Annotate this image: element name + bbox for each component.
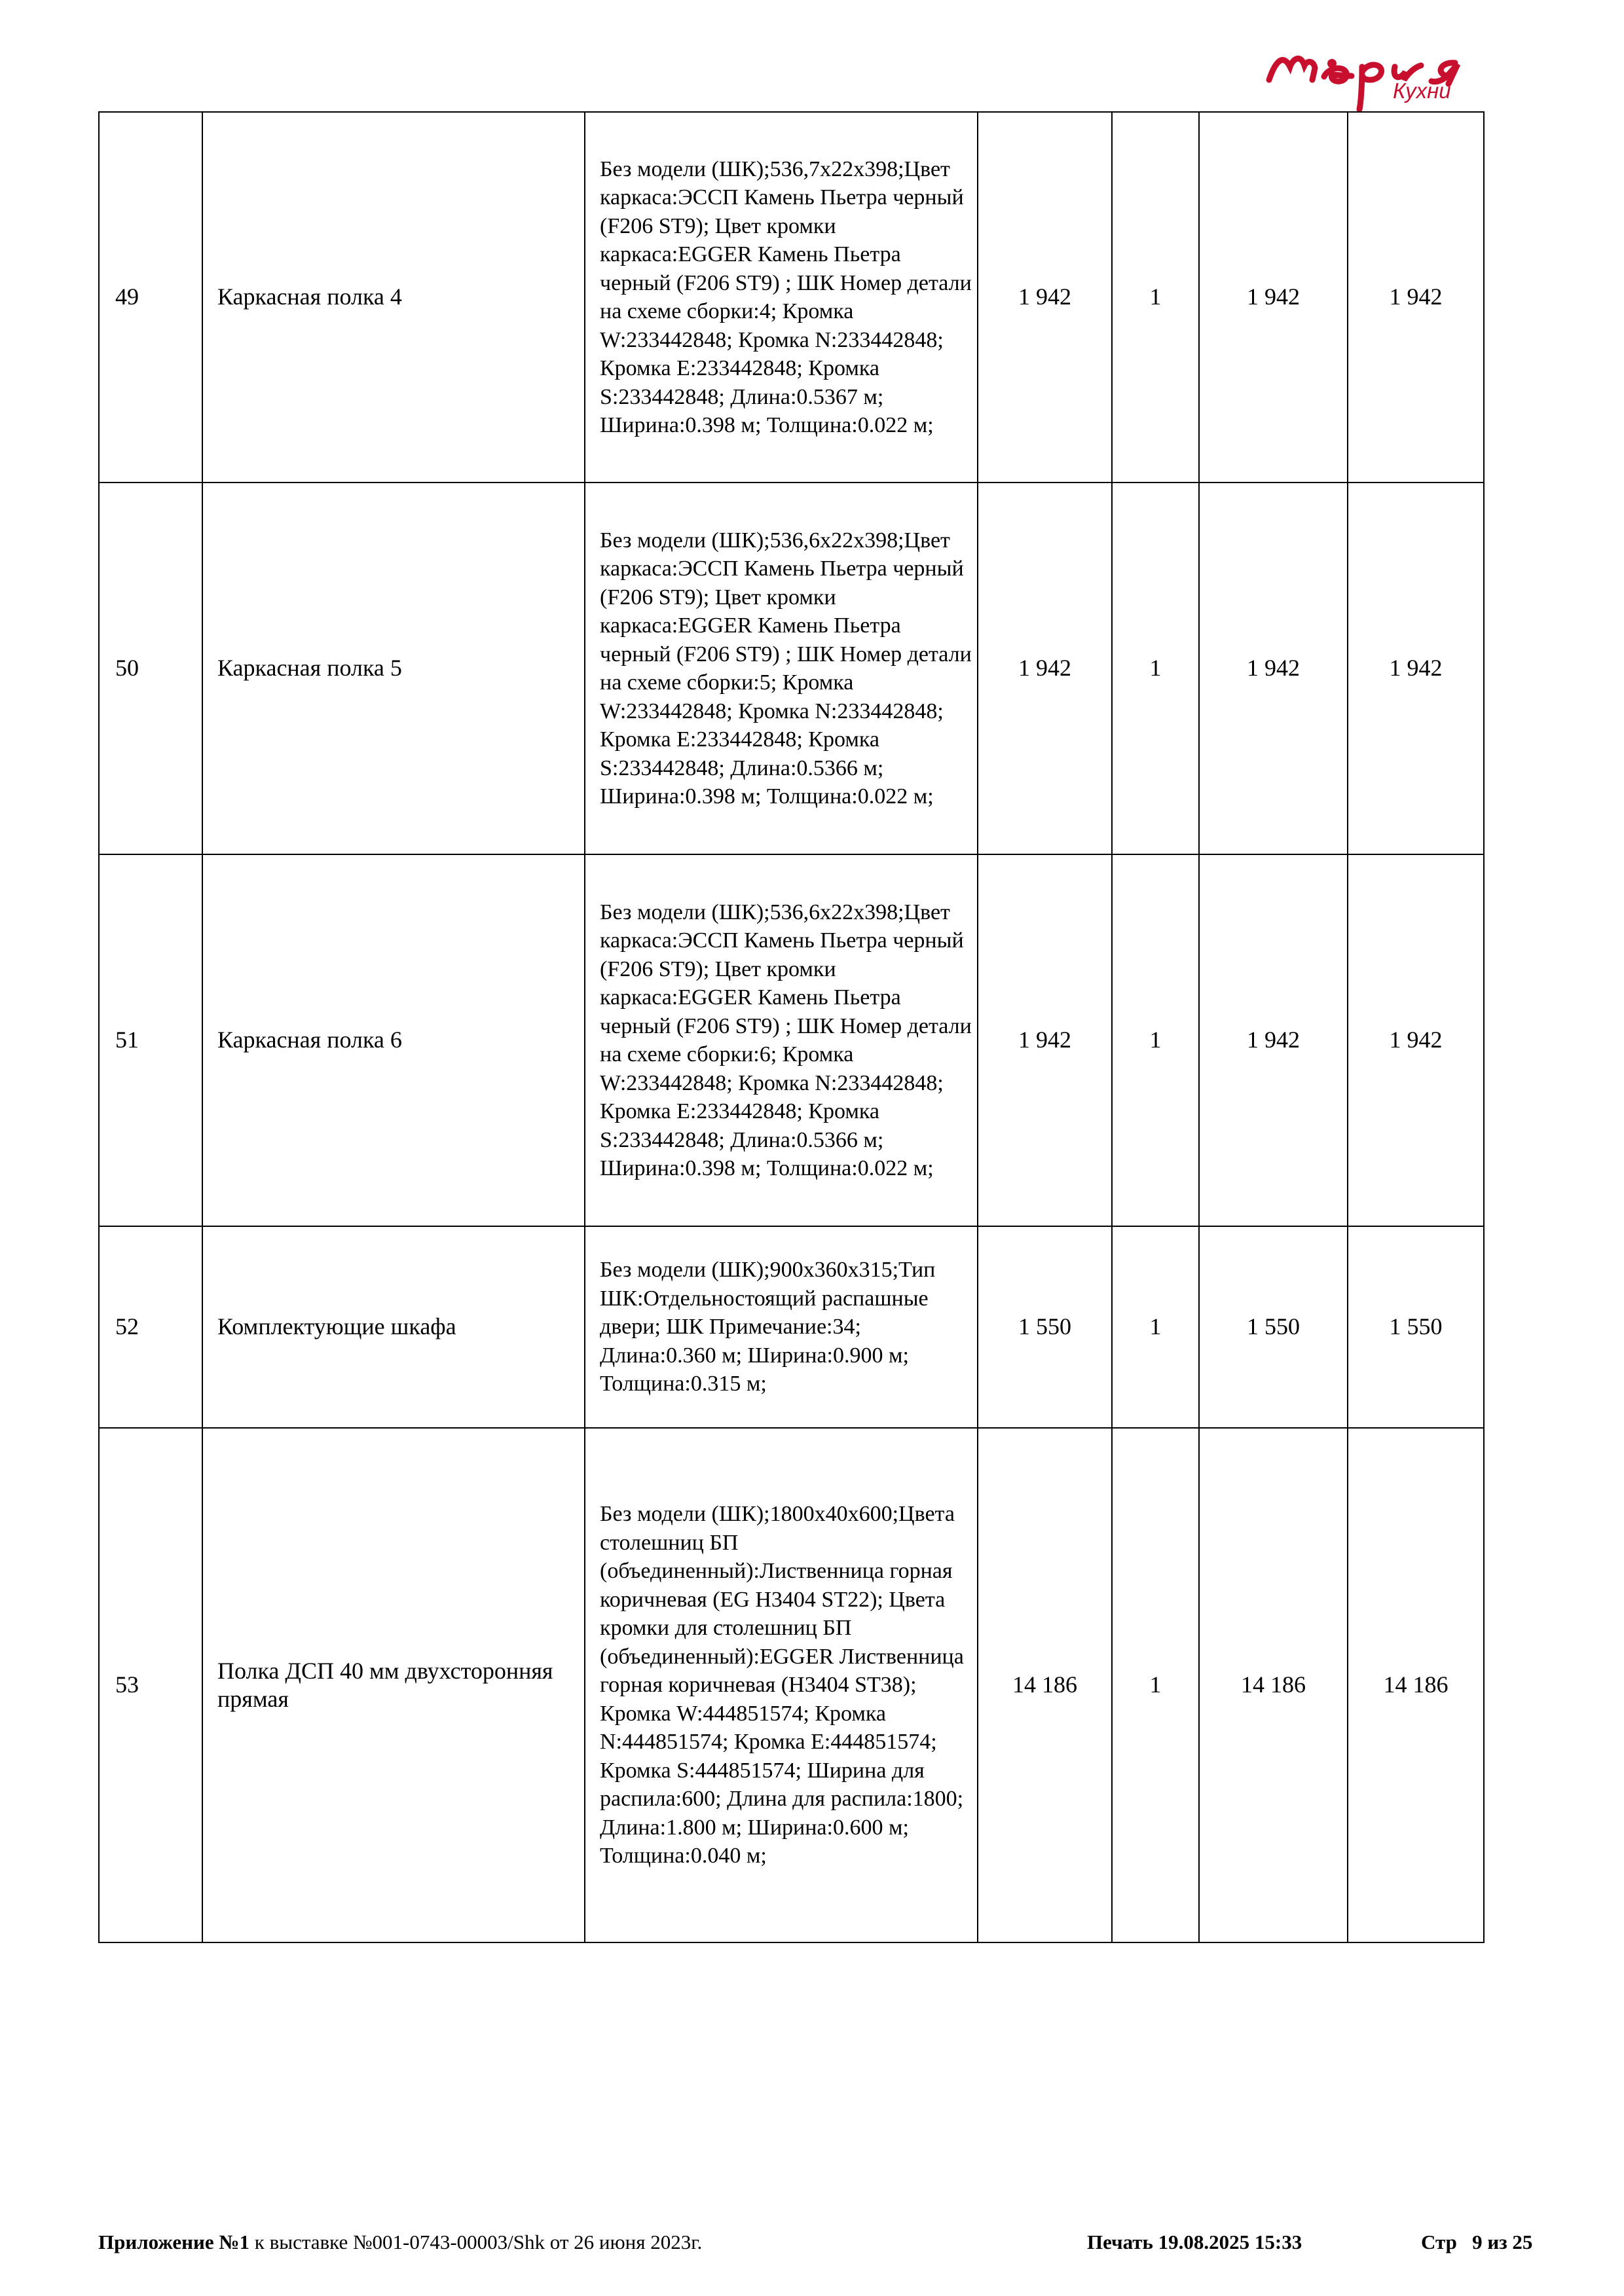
item-price: 14 186 — [978, 1428, 1112, 1942]
item-name: Полка ДСП 40 мм двухсторонняя прямая — [202, 1428, 585, 1942]
table-row — [99, 483, 1484, 854]
footer-page — [1421, 2231, 1532, 2254]
item-quantity: 1 — [1112, 483, 1199, 854]
row-index: 53 — [99, 1428, 202, 1942]
item-price: 1 550 — [978, 1226, 1112, 1428]
item-name: Каркасная полка 4 — [202, 112, 585, 483]
items-table — [98, 111, 1485, 1943]
row-index: 51 — [99, 854, 202, 1226]
page-number: 9 из 25 — [1472, 2231, 1533, 2253]
row-index: 50 — [99, 483, 202, 854]
item-total: 1 942 — [1348, 483, 1484, 854]
table-row — [99, 1428, 1484, 1942]
item-description: Без модели (ШК);536,6x22x398;Цвет каркаса:ЭССП Камень Пьетра черный (F206 ST9); Цвет кромки каркаса:EGGER Камень Пьетра черный (F206 ST9) ; ШК Номер детали на схеме сборки:5; Кромка W:233442848; Кромка N:233442848; Кромка E:233442848; Кромка S:233442848; Длина:0.5366 м; Ширина:0.398 м; Толщина:0.022 м; — [585, 483, 978, 854]
table-row — [99, 112, 1484, 483]
table-row — [99, 854, 1484, 1226]
item-name: Каркасная полка 6 — [202, 854, 585, 1226]
logo-subtitle: Кухни — [1393, 79, 1451, 103]
item-quantity: 1 — [1112, 112, 1199, 483]
footer-appendix — [98, 2231, 702, 2254]
brand-logo — [1264, 41, 1526, 113]
item-name: Комплектующие шкафа — [202, 1226, 585, 1428]
table-row — [99, 1226, 1484, 1428]
page-label: Стр — [1421, 2231, 1457, 2253]
item-price: 1 942 — [978, 854, 1112, 1226]
item-total: 1 550 — [1348, 1226, 1484, 1428]
item-description: Без модели (ШК);536,7x22x398;Цвет каркаса:ЭССП Камень Пьетра черный (F206 ST9); Цвет кромки каркаса:EGGER Камень Пьетра черный (F206 ST9) ; ШК Номер детали на схеме сборки:4; Кромка W:233442848; Кромка N:233442848; Кромка E:233442848; Кромка S:233442848; Длина:0.5367 м; Ширина:0.398 м; Толщина:0.022 м; — [585, 112, 978, 483]
item-sum: 1 550 — [1199, 1226, 1348, 1428]
item-sum: 14 186 — [1199, 1428, 1348, 1942]
item-description: Без модели (ШК);1800x40x600;Цвета столешниц БП (объединенный):Лиственница горная коричневая (EG H3404 ST22); Цвета кромки для столешниц БП (объединенный):EGGER Лиственница горная коричневая (H3404 ST38); Кромка W:444851574; Кромка N:444851574; Кромка E:444851574; Кромка S:444851574; Ширина для распила:600; Длина для распила:1800; Длина:1.800 м; Ширина:0.600 м; Толщина:0.040 м; — [585, 1428, 978, 1942]
item-total: 1 942 — [1348, 854, 1484, 1226]
footer-print-date: Печать 19.08.2025 15:33 — [1087, 2231, 1302, 2253]
item-sum: 1 942 — [1199, 112, 1348, 483]
item-price: 1 942 — [978, 483, 1112, 854]
row-index: 52 — [99, 1226, 202, 1428]
item-quantity: 1 — [1112, 854, 1199, 1226]
appendix-label: Приложение №1 — [98, 2231, 250, 2253]
item-total: 1 942 — [1348, 112, 1484, 483]
item-description: Без модели (ШК);536,6x22x398;Цвет каркаса:ЭССП Камень Пьетра черный (F206 ST9); Цвет кромки каркаса:EGGER Камень Пьетра черный (F206 ST9) ; ШК Номер детали на схеме сборки:6; Кромка W:233442848; Кромка N:233442848; Кромка E:233442848; Кромка S:233442848; Длина:0.5366 м; Ширина:0.398 м; Толщина:0.022 м; — [585, 854, 978, 1226]
item-description: Без модели (ШК);900x360x315;Тип ШК:Отдельностоящий распашные двери; ШК Примечание:34; Длина:0.360 м; Ширина:0.900 м; Толщина:0.315 м; — [585, 1226, 978, 1428]
item-sum: 1 942 — [1199, 483, 1348, 854]
item-price: 1 942 — [978, 112, 1112, 483]
item-name: Каркасная полка 5 — [202, 483, 585, 854]
item-total: 14 186 — [1348, 1428, 1484, 1942]
appendix-text: к выставке №001-0743-00003/Shk от 26 июня 2023г. — [249, 2231, 703, 2253]
item-quantity: 1 — [1112, 1428, 1199, 1942]
item-quantity: 1 — [1112, 1226, 1199, 1428]
item-sum: 1 942 — [1199, 854, 1348, 1226]
row-index: 49 — [99, 112, 202, 483]
